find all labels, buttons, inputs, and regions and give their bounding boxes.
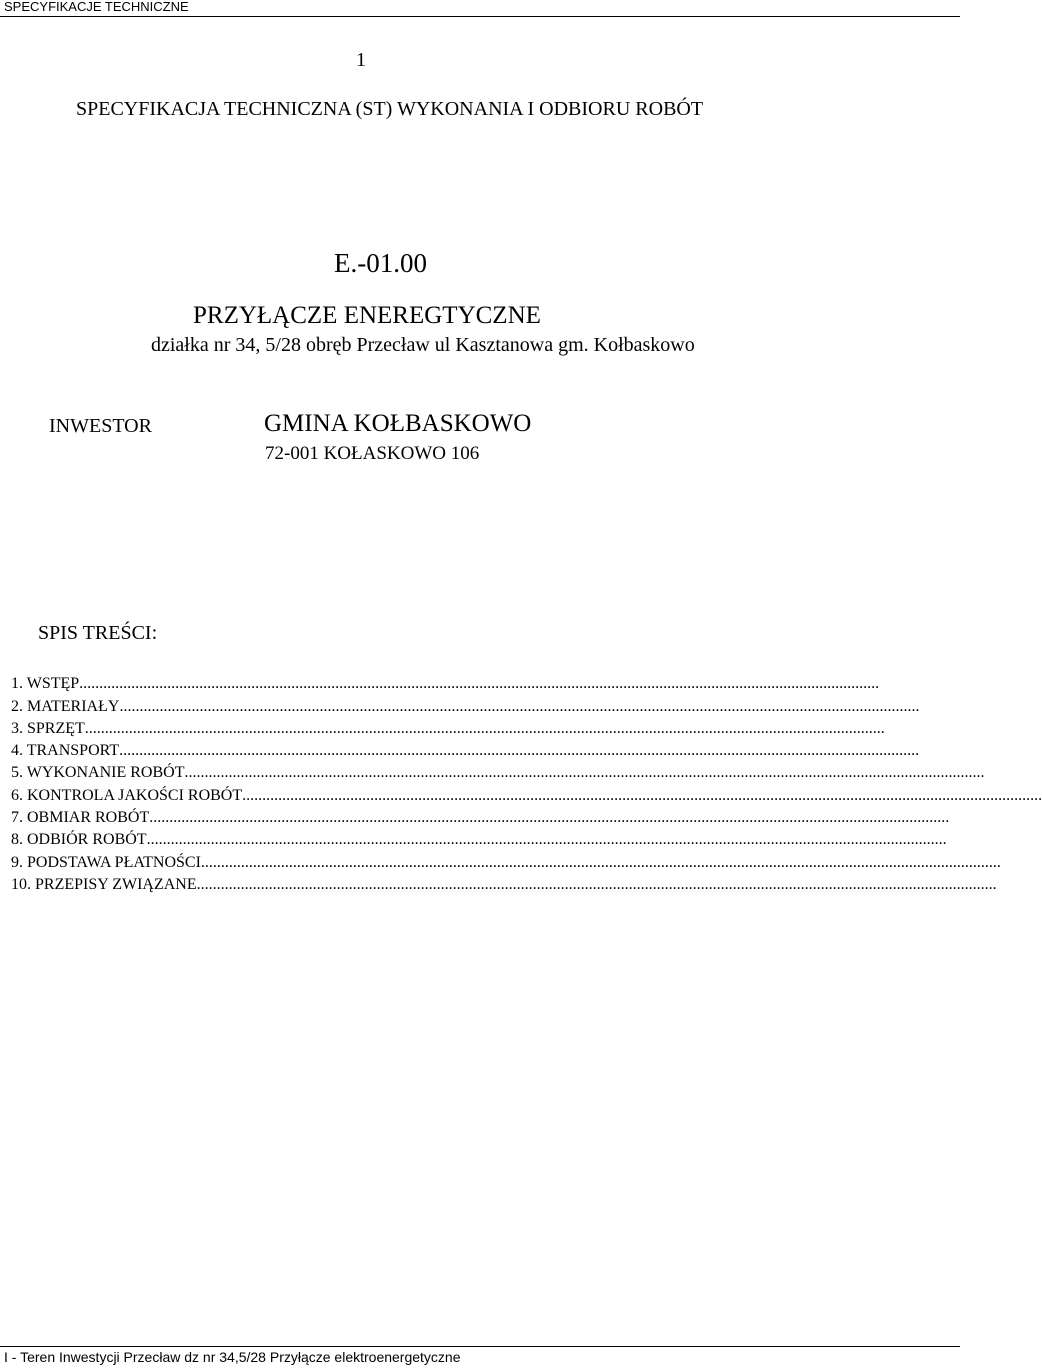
toc-item[interactable] xyxy=(11,872,997,894)
subject-location: działka nr 34, 5/28 obręb Przecław ul Kasztanowa gm. Kołbaskowo xyxy=(151,334,695,356)
toc-leader-dots: ........................................................................................................................................................................................................ xyxy=(200,853,1001,871)
toc-item[interactable] xyxy=(11,760,985,782)
toc-leader-dots: ........................................................................................................................................................................................................ xyxy=(242,786,1042,804)
toc-item-label: 2. MATERIAŁY xyxy=(11,697,120,715)
toc-item[interactable] xyxy=(11,693,920,715)
toc-item[interactable] xyxy=(11,782,1042,804)
toc-item[interactable] xyxy=(11,671,880,693)
toc-item-label: 9. PODSTAWA PŁATNOŚCI xyxy=(11,853,201,871)
document-title: SPECYFIKACJA TECHNICZNA (ST) WYKONANIA I ODBIORU ROBÓT xyxy=(76,98,704,120)
toc-leader-dots: ........................................................................................................................................................................................................ xyxy=(79,675,880,693)
footer-text: I - Teren Inwestycji Przecław dz nr 34,5/28 Przyłącze elektroenergetyczne xyxy=(4,1349,461,1365)
table-of-contents xyxy=(11,671,1042,894)
running-title: SPECYFIKACJE TECHNICZNE xyxy=(4,0,189,14)
spec-code: E.-01.00 xyxy=(334,248,427,278)
toc-heading: SPIS TREŚCI: xyxy=(38,622,158,644)
toc-item[interactable] xyxy=(11,849,1001,871)
toc-leader-dots: ........................................................................................................................................................................................................ xyxy=(184,764,985,782)
toc-item[interactable] xyxy=(11,827,947,849)
toc-leader-dots: ........................................................................................................................................................................................................ xyxy=(196,875,997,893)
investor-address: 72-001 KOŁASKOWO 106 xyxy=(265,443,480,464)
toc-item-label: 8. ODBIÓR ROBÓT xyxy=(11,831,147,849)
toc-item-label: 6. KONTROLA JAKOŚCI ROBÓT xyxy=(11,786,243,804)
toc-item-label: 7. OBMIAR ROBÓT xyxy=(11,809,150,827)
toc-leader-dots: ........................................................................................................................................................................................................ xyxy=(149,809,950,827)
toc-leader-dots: ........................................................................................................................................................................................................ xyxy=(84,719,885,737)
toc-item[interactable] xyxy=(11,805,950,827)
toc-item-label: 4. TRANSPORT xyxy=(11,742,120,760)
toc-leader-dots: ........................................................................................................................................................................................................ xyxy=(119,742,920,760)
toc-item-label: 1. WSTĘP xyxy=(11,675,80,693)
subject-title: PRZYŁĄCZE ENEREGTYCZNE xyxy=(193,302,541,329)
investor-label: INWESTOR xyxy=(49,415,152,437)
page-number: 1 xyxy=(356,49,366,71)
toc-item-label: 10. PRZEPISY ZWIĄZANE xyxy=(11,875,197,893)
toc-leader-dots: ........................................................................................................................................................................................................ xyxy=(119,697,920,715)
toc-item[interactable] xyxy=(11,738,920,760)
toc-item-label: 5. WYKONANIE ROBÓT xyxy=(11,764,185,782)
investor-name: GMINA KOŁBASKOWO xyxy=(264,410,532,437)
toc-item-label: 3. SPRZĘT xyxy=(11,719,85,737)
toc-item[interactable] xyxy=(11,716,885,738)
toc-leader-dots: ........................................................................................................................................................................................................ xyxy=(146,831,947,849)
